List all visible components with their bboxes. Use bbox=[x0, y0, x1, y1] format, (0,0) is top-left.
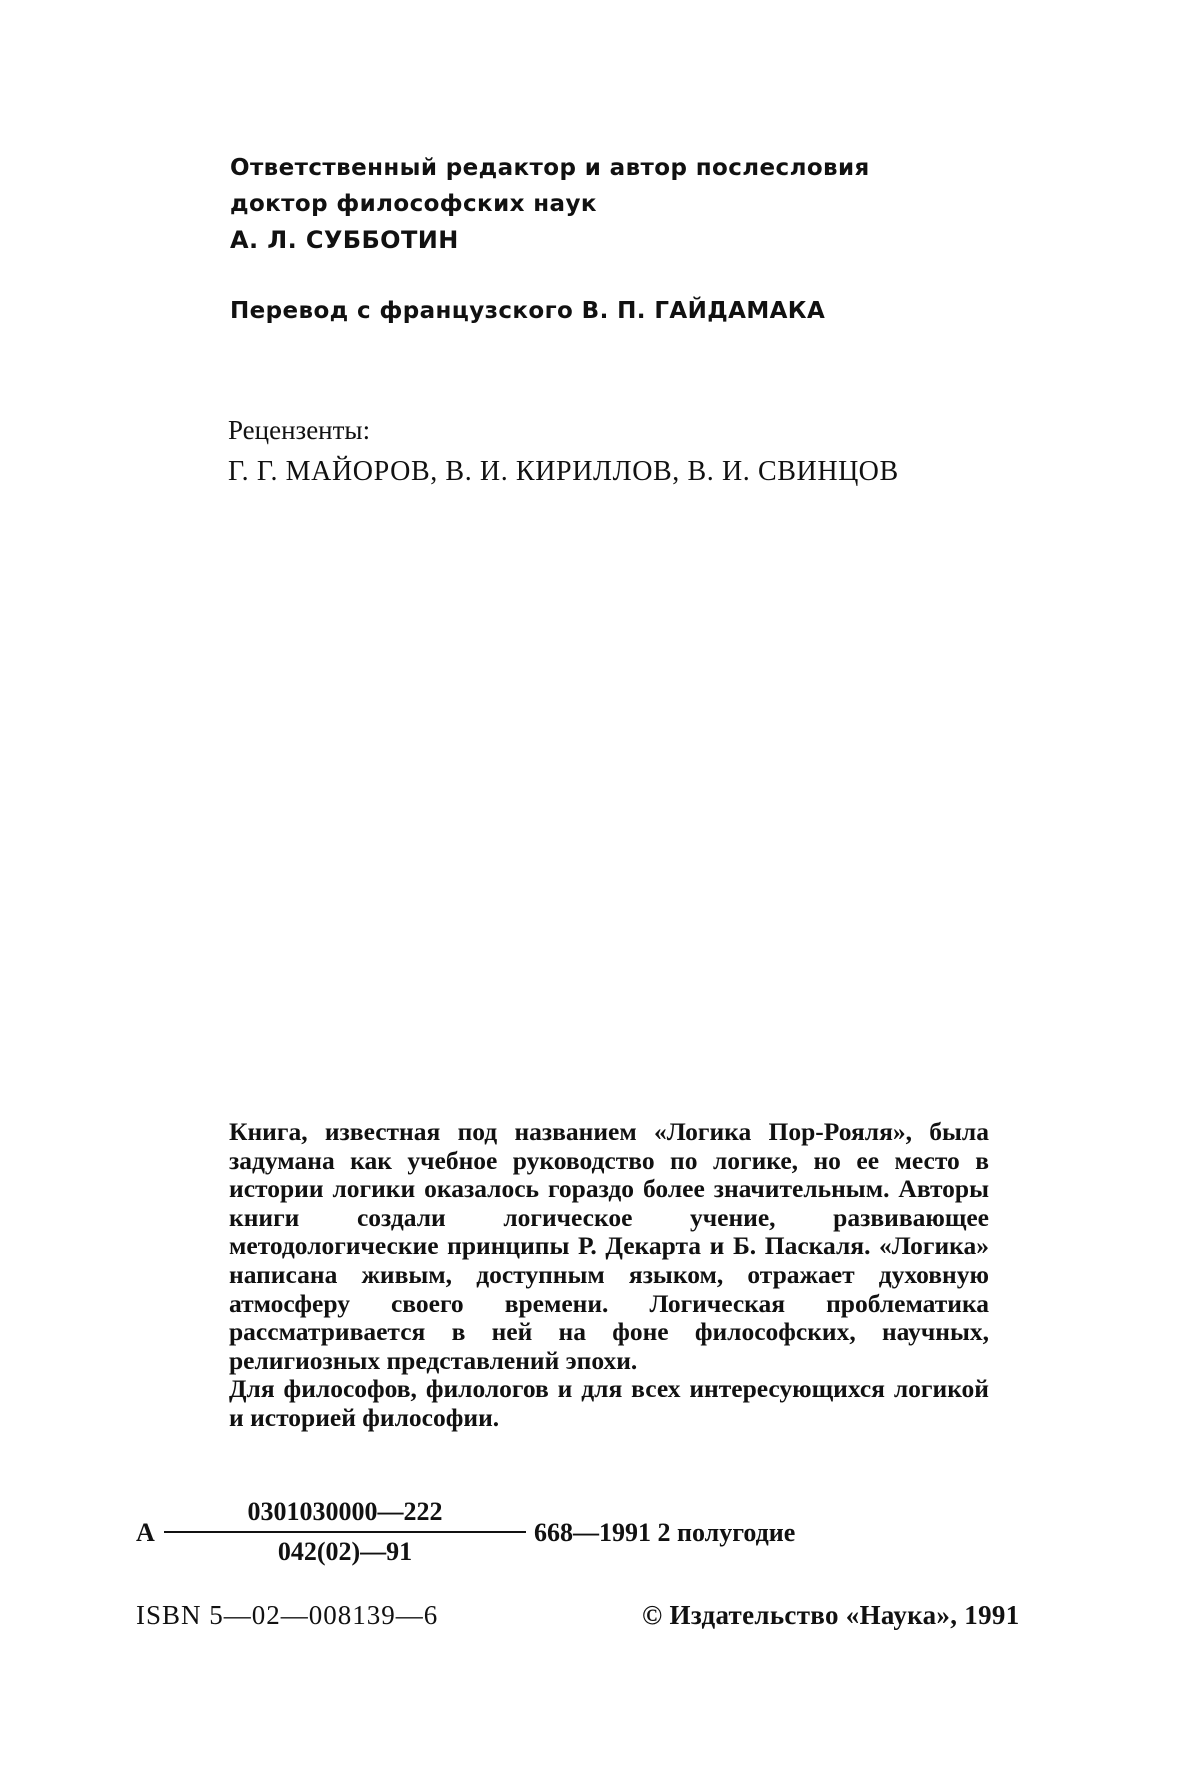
copyright-notice: © Издательство «Наука», 1991 bbox=[642, 1600, 1020, 1630]
index-suffix: 668—1991 2 полугодие bbox=[534, 1518, 796, 1547]
isbn: ISBN 5—02—008139—6 bbox=[136, 1600, 439, 1630]
editor-degree: доктор философских наук bbox=[230, 191, 597, 217]
fraction-rule bbox=[164, 1531, 526, 1533]
annotation-paragraph: Книга, известная под названием «Логика Пор-Рояля», была задумана как учебное руководство по логике, но ее место в истории логики оказалось гораздо более значительным. Авторы книги создали логическое учение, развивающее методологические принципы Р. Декарта и Б. Паскаля. «Логика» написана живым, доступным языком, отражает духовную атмосферу своего времени. Логическая проблематика рассматривается в ней на фоне философских, научных, религиозных представлений эпохи. bbox=[229, 1117, 989, 1375]
index-letter: А bbox=[136, 1518, 155, 1547]
annotation-audience: Для философов, филологов и для всех интересующихся логикой и историей философии. bbox=[229, 1374, 989, 1432]
responsible-editor-role: Ответственный редактор и автор послесловия bbox=[230, 155, 870, 181]
reviewers-names: Г. Г. МАЙОРОВ, В. И. КИРИЛЛОВ, В. И. СВИНЦОВ bbox=[228, 456, 899, 487]
index-fraction bbox=[164, 1496, 526, 1568]
reviewers-label: Рецензенты: bbox=[228, 415, 371, 445]
editor-name: А. Л. СУББОТИН bbox=[230, 226, 459, 254]
index-numerator: 0301030000—222 bbox=[247, 1497, 443, 1526]
translation-credit: Перевод с французского В. П. ГАЙДАМАКА bbox=[230, 298, 826, 324]
index-denominator: 042(02)—91 bbox=[277, 1537, 413, 1566]
book-annotation bbox=[229, 1118, 989, 1433]
